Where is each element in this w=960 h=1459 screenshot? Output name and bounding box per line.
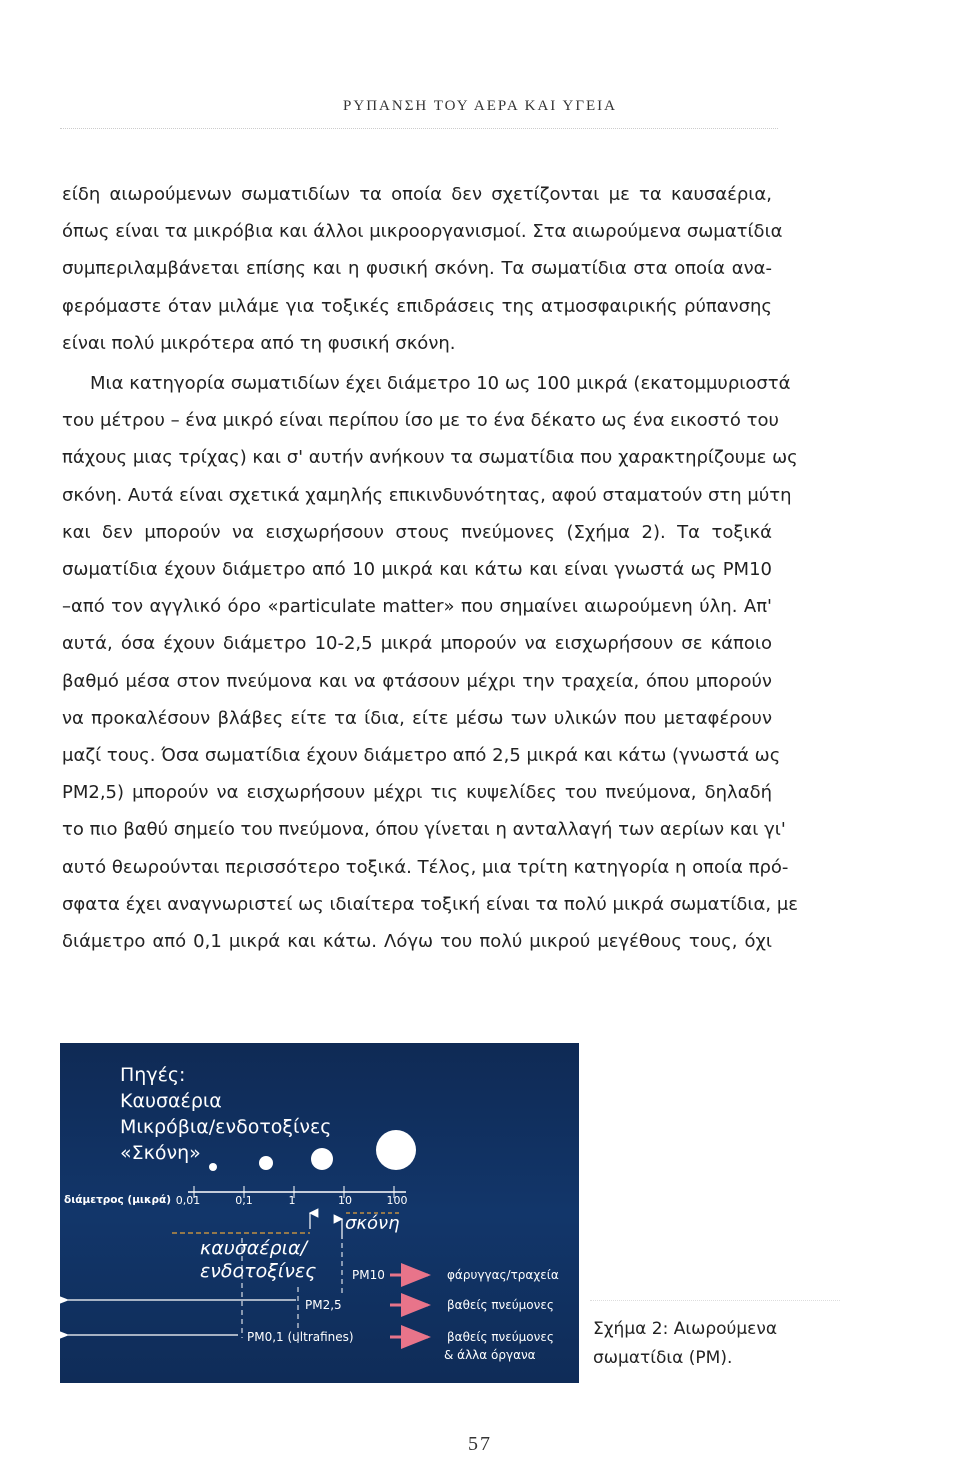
caption-line-2: σωματίδια (PM). (593, 1348, 733, 1368)
particle-dot-3 (311, 1148, 333, 1170)
source-dust: «Σκόνη» (120, 1142, 201, 1164)
pm25-label: PM2,5 (305, 1298, 342, 1312)
text-line: Μια κατηγορία σωματιδίων έχει διάμετρο 10 ως 100 μικρά (εκατομμυριοστά (90, 373, 791, 395)
text-line: του μέτρου – ένα μικρό είναι περίπου ίσο με το ένα δέκατο ως ένα εικοστό του (62, 410, 779, 432)
pm01-label: PM0,1 (ultrafines) (247, 1330, 354, 1344)
exhaust-label-2: ενδοτοξίνες (200, 1260, 317, 1282)
exhaust-label-1: καυσαέρια/ (200, 1237, 307, 1259)
text-line: διάμετρο από 0,1 μικρά και κάτω. Λόγω του πολύ μικρού μεγέθους τους, όχι (62, 931, 772, 953)
tick-label: 1 (288, 1194, 296, 1207)
source-exhaust: Καυσαέρια (120, 1090, 222, 1112)
figure-rule (590, 1300, 840, 1301)
text-line: σφατα έχει αναγνωριστεί ως ιδιαίτερα τοξική είναι τα πολύ μικρά σωματίδια, με (62, 893, 799, 915)
pm01-destination-2: & άλλα όργανα (444, 1348, 536, 1362)
figure-caption (593, 1315, 793, 1373)
text-line: σωματίδια έχουν διάμετρο από 10 μικρά και κάτω και είναι γνωστά ως PM10 (62, 559, 772, 581)
text-line: αυτά, όσα έχουν διάμετρο 10-2,5 μικρά μπορούν να εισχωρήσουν σε κάποιο (62, 633, 772, 655)
pm10-label: PM10 (352, 1268, 385, 1282)
text-line: να προκαλέσουν βλάβες είτε τα ίδια, είτε μέσω των υλικών που μεταφέρουν (62, 707, 772, 729)
page-number: 57 (468, 1433, 492, 1455)
text-line: βαθμό μέσα στον πνεύμονα και να φτάσουν μέχρι την τραχεία, όπου μπορούν (62, 670, 772, 692)
body-text (62, 176, 799, 960)
tick-label: 0,1 (235, 1194, 253, 1207)
particle-dot-1 (209, 1163, 217, 1171)
text-line: σκόνη. Αυτά είναι σχετικά χαμηλής επικινδυνότητας, αφού σταματούν στη μύτη (62, 484, 792, 506)
text-line: PM2,5) μπορούν να εισχωρήσουν μέχρι τις κυψελίδες του πνεύμονα, δηλαδή (62, 782, 772, 804)
text-line: είναι πολύ μικρότερα από τη φυσική σκόνη. (62, 332, 456, 354)
pm25-destination: βαθείς πνεύμονες (447, 1298, 554, 1312)
header-rule (60, 128, 778, 129)
text-line: αυτό θεωρούνται περισσότερο τοξικά. Τέλος, μια τρίτη κατηγορία η οποία πρό- (62, 856, 789, 878)
tick-label: 10 (338, 1194, 352, 1207)
axis-label: διάμετρος (μικρά) (64, 1194, 172, 1206)
paragraph-2 (62, 365, 799, 960)
text-line: πάχους μιας τρίχας) και σ' αυτήν ανήκουν τα σωματίδια που χαρακτηρίζουμε ως (62, 447, 798, 469)
particle-dot-2 (259, 1156, 273, 1170)
text-line: όπως είναι τα μικρόβια και άλλοι μικροοργανισμοί. Στα αιωρούμενα σωματίδια (62, 221, 783, 243)
pm10-destination: φάρυγγας/τραχεία (447, 1268, 559, 1282)
text-line: το πιο βαθύ σημείο του πνεύμονα, όπου γίνεται η ανταλλαγή των αερίων και γι' (62, 819, 786, 841)
text-line: μαζί τους. Όσα σωματίδια έχουν διάμετρο από 2,5 μικρά και κάτω (γνωστά ως (62, 745, 781, 767)
figure-diagram (60, 1043, 579, 1383)
text-line: είδη αιωρούμενων σωματιδίων τα οποία δεν σχετίζονται με τα καυσαέρια, (62, 184, 772, 205)
particle-dot-4 (376, 1130, 416, 1170)
text-line: συμπεριλαμβάνεται επίσης και η φυσική σκόνη. Τα σωματίδια στα οποία ανα- (62, 258, 772, 280)
text-line: φερόμαστε όταν μιλάμε για τοξικές επιδράσεις της ατμοσφαιρικής ρύπανσης (62, 295, 772, 317)
text-line: –από τον αγγλικό όρο «particulate matter» που σημαίνει αιωρούμενη ύλη. Απ' (62, 596, 772, 618)
tick-label: 100 (386, 1194, 408, 1207)
caption-line-1: Σχήμα 2: Αιωρούμενα (593, 1319, 778, 1339)
paragraph-1 (62, 176, 783, 362)
sources-title: Πηγές: (120, 1064, 186, 1086)
dust-label: σκόνη (345, 1213, 400, 1234)
source-microbes: Μικρόβια/ενδοτοξίνες (120, 1116, 332, 1138)
running-head: ΡΥΠΑΝΣΗ ΤΟΥ ΑΕΡΑ ΚΑΙ ΥΓΕΙΑ (343, 98, 617, 114)
text-line: και δεν μπορούν να εισχωρήσουν στους πνεύμονες (Σχήμα 2). Τα τοξικά (62, 521, 772, 543)
particle-size-figure (60, 1043, 579, 1383)
tick-label: 0,01 (175, 1194, 201, 1207)
pm01-destination-1: βαθείς πνεύμονες (447, 1330, 554, 1344)
